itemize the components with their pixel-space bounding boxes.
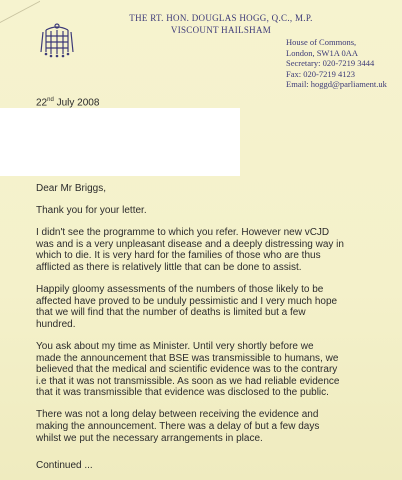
address-line: London, SW1A 0AA [286,47,359,58]
paragraph: Thank you for your letter. [36,205,147,217]
letter-date [36,97,99,108]
sender-address [286,37,402,90]
address-line: Secretary: 020-7219 3444 [286,58,375,68]
letterhead [0,12,402,36]
paragraph: I didn't see the programme to which you refer. However new vCJD was and is a very unpleasant disease and a deeply distressing way in which to die. It is very hard for the families of those who are thus afflicted as there is relatively little that can be done to assist. [36,227,344,273]
salutation: Dear Mr Briggs, [36,183,107,194]
letter-body [36,183,392,455]
paragraph: Happily gloomy assessments of the numbers of those likely to be affected have proved to be unduly pessimistic and I very much hope that we will find that the number of deaths is limited but a few hundred. [36,284,338,330]
address-line: Fax: 020-7219 4123 [286,68,355,79]
date-suffix: nd [47,97,54,103]
paragraph: There was not a long delay between receiving the evidence and making the announcement. There was a delay of but a few days whilst we put the necessary arrangements in place. [36,409,320,444]
address-line: Email: hoggd@parliament.uk [286,79,387,89]
redacted-recipient-block [0,108,240,176]
continued-note: Continued ... [36,460,93,471]
paragraph: You ask about my time as Minister. Until very shortly before we made the announcement that BSE was transmissible to humans, we believed that the medical and scientific evidence was to the contrary i.e that it was not transmissible. As soon as we had reliable evidence that it was transmissible that evidence was disclosed to the public. [36,340,340,399]
date-day: 22 [36,97,48,109]
address-line: House of Commons, [286,37,357,47]
date-rest: July 2008 [53,97,100,109]
letterhead-title: VISCOUNT HAILSHAM [170,25,272,35]
letterhead-name: THE RT. HON. DOUGLAS HOGG, Q.C., M.P. [129,13,313,23]
